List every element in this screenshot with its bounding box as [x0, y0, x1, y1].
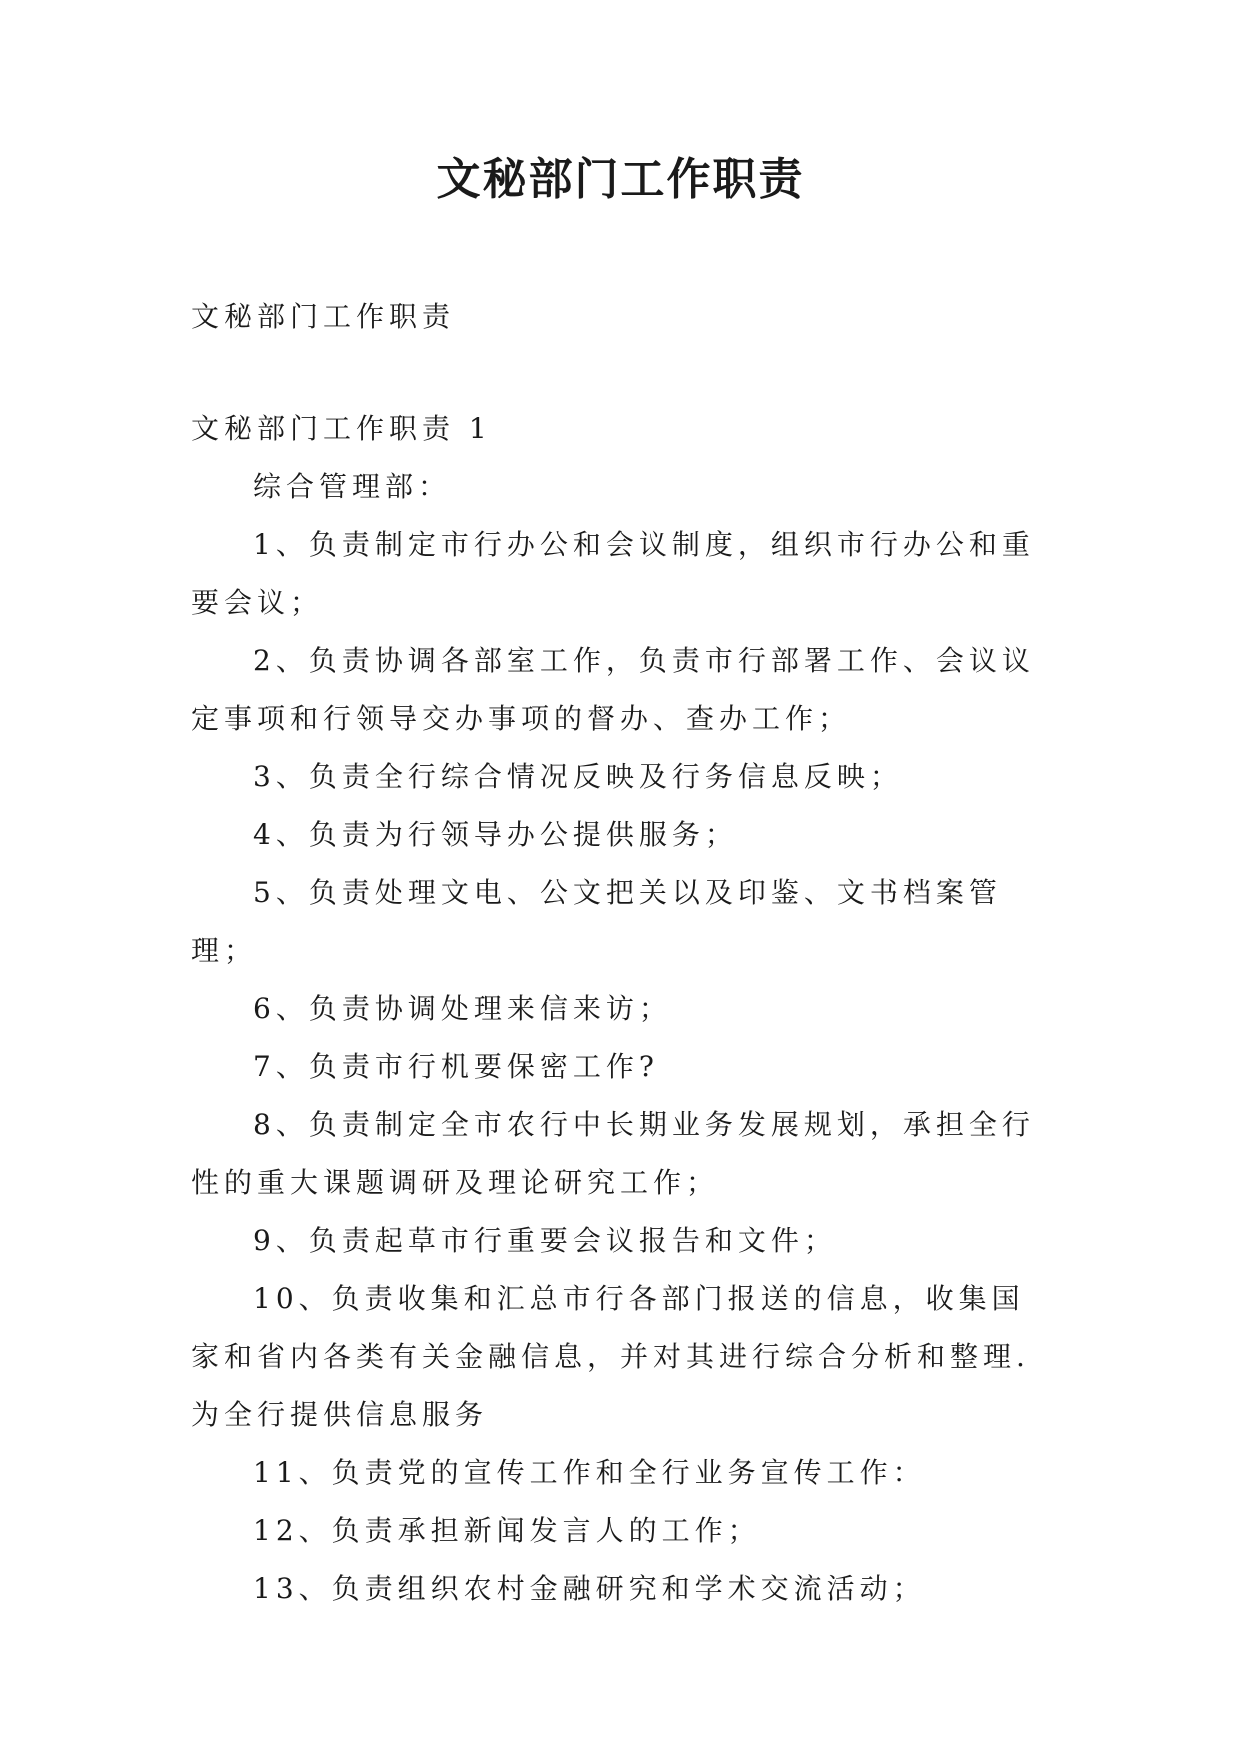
duty-item: 6、负责协调处理来信来访；: [253, 992, 672, 1025]
duty-item: 13、负责组织农村金融研究和学术交流活动；: [253, 1572, 926, 1605]
department-heading: 综合管理部：: [253, 470, 452, 503]
document-subtitle: 文秘部门工作职责: [191, 300, 456, 333]
duty-item: 1、负责制定市行办公和会议制度，组织市行办公和重要会议；: [191, 528, 1035, 619]
duty-item: 2、负责协调各部室工作，负责市行部署工作、会议议定事项和行领导交办事项的督办、查办工作；: [191, 644, 1035, 735]
duty-item: 9、负责起草市行重要会议报告和文件；: [253, 1224, 837, 1257]
duty-item: 3、负责全行综合情况反映及行务信息反映；: [253, 760, 903, 793]
duty-item: 10、负责收集和汇总市行各部门报送的信息，收集国家和省内各类有关金融信息，并对其进行综合分析和整理.为全行提供信息服务: [191, 1282, 1030, 1431]
document-content: [191, 400, 1047, 1618]
duty-item: 12、负责承担新闻发言人的工作；: [253, 1514, 761, 1547]
duty-item: 4、负责为行领导办公提供服务；: [253, 818, 738, 851]
duty-item: 11、负责党的宣传工作和全行业务宣传工作：: [253, 1456, 926, 1489]
document-title: 文秘部门工作职责: [436, 154, 805, 205]
duty-item: 5、负责处理文电、公文把关以及印鉴、文书档案管理；: [191, 876, 1002, 967]
duty-item: 7、负责市行机要保密工作?: [253, 1050, 659, 1083]
duty-item: 8、负责制定全市农行中长期业务发展规划，承担全行性的重大课题调研及理论研究工作；: [191, 1108, 1035, 1199]
section-heading: 文秘部门工作职责 1: [191, 412, 492, 445]
